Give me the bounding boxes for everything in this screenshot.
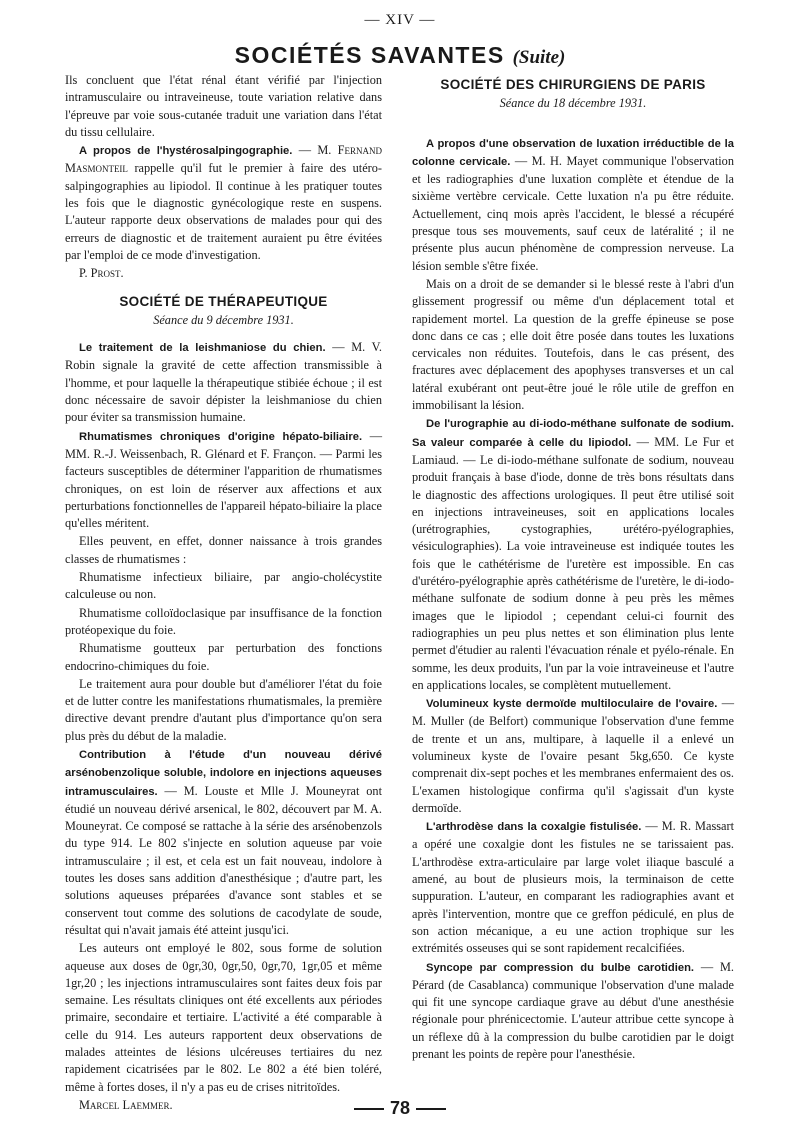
right-p6-body: — M. Pérard (de Casablanca) communique l'observation d'une malade qui fit une syncope cardiaque grave au début d'une anesthésie régionale pour phrénicectomie. L'auteur attribue cette syncope à un réflexe dû à la compression du bulbe carotidien par le doigt prenant les points de repère pour l'anesthésie.	[412, 959, 734, 1062]
section-title-therapeutique: SOCIÉTÉ DE THÉRAPEUTIQUE	[119, 293, 328, 309]
left-paragraph-11: Les auteurs ont employé le 802, sous forme de solution aqueuse aux doses de 0gr,30, 0gr,50, 0gr,70, 1gr,05 et même 1gr,20 ; les injections intramusculaires sont faites deux fois par semaine. Les résultats cliniques ont été excellents aux périodes primaire, secondaire et tertiaire. L'activité a été comparable à celle du 914. Les auteurs rapportent deux observations de malades atteintes de lésions ulcéreuses tertiaires du nez rapidement cicatrisées par le 802. Le 802 a été bien toléré, même à fortes doses, il n'y a pas eu de crises nitritoïdes.	[65, 941, 382, 1094]
signature-prost: P. Prost.	[79, 266, 124, 281]
right-p3-body: — MM. Le Fur et Lamiaud. — Le di-iodo-méthane sulfonate de sodium, nouveau produit français à base d'iode, donne de très bons résultats dans le diagnostic des affections urologiques. Il peut être utilisé soit en injections intraveineuses, soit en applications locales (urétrographies, cystographies, urétéro-pyélographies, vésiculographies). La voie intraveineuse est indiquée toutes les fois que le cathétérisme de l'uretère est impossible. En cas d'urétéro-pyélographie après cathétérisme de l'uretère, le di-iodo-méthane sulfonate de sodium donne à peu près les mêmes images que le lipiodol ; cependant celui-ci fournit des radiographies un peu plus nettes et son élimination plus lente permet d'étudier au ralenti l'évacuation rénale et pyélo-rénale. En somme, les deux produits, l'un par la voie intraveineuse et l'autre en applications locales, se complètent mutuellement.	[412, 434, 735, 692]
left-p10-body: — M. Louste et Mlle J. Mouneyrat ont étudié un nouveau dérivé arsenical, le 802, découvert par M. A. Mouneyrat. Ce composé se rattache à la série des arsénobenzols du type 914. Le 802 s'injecte en solution aqueuse par voie intramusculaire ; il est, et cela est un fait nouveau, indolore à toutes les doses sans addition d'anesthésique ; d'autre part, les solutions aqueuses préparées d'avance sont stables et se conservent tout comme des solutions de cacodylate de soude, résultat qui n'avait jamais été atteint jusqu'ici.	[65, 783, 383, 937]
left-paragraph-2	[65, 142, 382, 264]
left-p2-author: — M. Fernand Masmonteil	[65, 143, 382, 176]
right-paragraph-1	[412, 135, 734, 275]
right-paragraph-2: Mais on a droit de se demander si le blessé reste à l'abri d'un glissement progressif ou même d'un déplacement total et rapidement mortel. La question de la greffe épineuse se pose donc dans ce cas ; elle doit être posée dans toutes les luxations cervicales non réduites. Toutefois, dans le cas présent, des fractures avec déplacement des apophyses transverses et un cal latéral exubérant ont peut-être joué le rôle utile de greffon en immobilisant la lésion.	[412, 276, 734, 413]
folio-dash-right	[416, 1108, 446, 1110]
left-p2-body: rappelle qu'il fut le premier à faire des utéro-salpingographies au lipiodol. Il continue à les pratiquer toutes les fois que le diagnostic gynécologique reste en suspens. L'auteur rapporte deux observations de malades pour qui des erreurs de diagnostic et de traitement auraient pu être évitées par l'emploi de ce mode d'investigation.	[65, 161, 382, 262]
right-p3-heading: De l'urographie au di-iodo-méthane sulfonate de sodium. Sa valeur comparée à celle du lipiodol.	[412, 418, 734, 449]
left-p10-heading: Contribution à l'étude d'un nouveau dérivé arsénobenzolique soluble, indolore en injections aqueuses intramusculaires.	[65, 748, 382, 798]
right-p5-heading: L'arthrodèse dans la coxalgie fistulisée.	[426, 821, 642, 834]
left-paragraph-7: Rhumatisme colloïdoclasique par insuffisance de la fonction protéopexique du foie.	[65, 605, 382, 637]
left-p2-heading: A propos de l'hystérosalpingographie.	[79, 145, 293, 158]
left-p3-heading: Le traitement de la leishmaniose du chien.	[79, 342, 326, 355]
page-title	[0, 42, 800, 69]
section-date-therapeutique: Séance du 9 décembre 1931.	[153, 312, 294, 327]
left-p4-body: — MM. R.-J. Weissenbach, R. Glénard et F. Françon. — Parmi les facteurs susceptibles de déterminer l'apparition de rhumatismes chroniques, on est loin de réserver aux affections et aux perturbations fonctionnelles de l'appareil hépato-biliaire la place qu'elles méritent.	[65, 428, 383, 531]
right-column	[412, 72, 734, 1063]
left-paragraph-8: Rhumatisme goutteux par perturbation des fonctions endocrino-chimiques du foie.	[65, 641, 382, 673]
right-p1-heading: A propos d'une observation de luxation irréductible de la colonne cervicale.	[412, 137, 734, 168]
right-p1-body: — M. H. Mayet communique l'observation et les radiographies d'une luxation complète et étendue de la sixième vertèbre cervicale. Cette luxation n'a pu être réduite. Actuellement, cinq mois après l'accident, le blessé a récupéré presque tous ses mouvements, sauf ceux de latéralité ; il ne présente plus aucun phénomène de compression nerveuse. La lésion semble s'être fixée.	[412, 153, 734, 273]
left-paragraph-9: Le traitement aura pour double but d'améliorer l'état du foie et de lutter contre les manifestations rhumatismales, la première directive devant prendre d'autant plus d'importance qu'on sera plus près du début de la maladie.	[65, 676, 382, 743]
footer-page-number	[0, 1098, 800, 1119]
title-suite: (Suite)	[512, 47, 566, 68]
left-column	[65, 72, 382, 1114]
left-p4-heading: Rhumatismes chroniques d'origine hépato-biliaire.	[79, 430, 363, 443]
right-paragraph-3	[412, 415, 734, 694]
right-p4-heading: Volumineux kyste dermoïde multiloculaire de l'ovaire.	[426, 698, 718, 711]
roman-page-number: — XIV —	[364, 12, 436, 28]
right-p5-body: — M. R. Massart a opéré une coxalgie dont les fistules ne se tarissaient pas. L'arthrodèse extra-articulaire par large volet iliaque basculé a amené, au bout de plusieurs mois, la terminaison de cette suppuration. L'auteur, en comparant les radiographies avant et après l'intervention, montre que ce greffon pédiculé, en plus de son action mécanique, a eu une action trophique sur les extrémités osseuses qui se sont rapidement recalcifiées.	[412, 819, 734, 956]
left-paragraph-4	[65, 428, 382, 533]
left-paragraph-10	[65, 746, 382, 939]
right-paragraph-4	[412, 695, 734, 817]
left-p3-body: — M. V. Robin signale la gravité de cette affection transmissible à l'homme, et pour laquelle la thérapeutique stibiée échoue ; il est donc nécessaire de savoir dépister la leishmaniose du chien pour éviter sa transmission humaine.	[65, 340, 383, 425]
folio-dash-left	[354, 1108, 384, 1110]
title-text: SOCIÉTÉS SAVANTES	[234, 42, 505, 68]
right-paragraph-6	[412, 959, 734, 1064]
left-paragraph-6: Rhumatisme infectieux biliaire, par angio-cholécystite calculeuse ou non.	[65, 570, 382, 602]
left-paragraph-5: Elles peuvent, en effet, donner naissance à trois grandes classes de rhumatismes :	[65, 534, 382, 566]
section-date-chirurgiens: Séance du 18 décembre 1931.	[499, 96, 647, 111]
signature-laemmer: Marcel Laemmer.	[79, 1097, 173, 1112]
left-paragraph-1: Ils concluent que l'état rénal étant vérifié par l'injection intramusculaire ou intraveineuse, toute variation relative dans l'épreuve par voie sous-cutanée traduit une variation dans l'état du tissu cellulaire.	[65, 73, 382, 139]
right-p6-heading: Syncope par compression du bulbe carotidien.	[426, 961, 695, 974]
left-paragraph-3	[65, 339, 382, 426]
folio-number: 78	[389, 1098, 411, 1118]
right-paragraph-5	[412, 818, 734, 957]
right-p4-body: — M. Muller (de Belfort) communique l'observation d'une femme de trente et un ans, multipare, à laquelle il a enlevé un volumineux kyste de l'ovaire pesant 5kg,650. Ce kyste comprenait dix-sept poches et les membranes enfermaient des os. L'examen histologique confirma qu'il s'agissait d'un kyste dermoïde.	[412, 696, 735, 815]
section-title-chirurgiens: SOCIÉTÉ DES CHIRURGIENS DE PARIS	[440, 77, 706, 92]
